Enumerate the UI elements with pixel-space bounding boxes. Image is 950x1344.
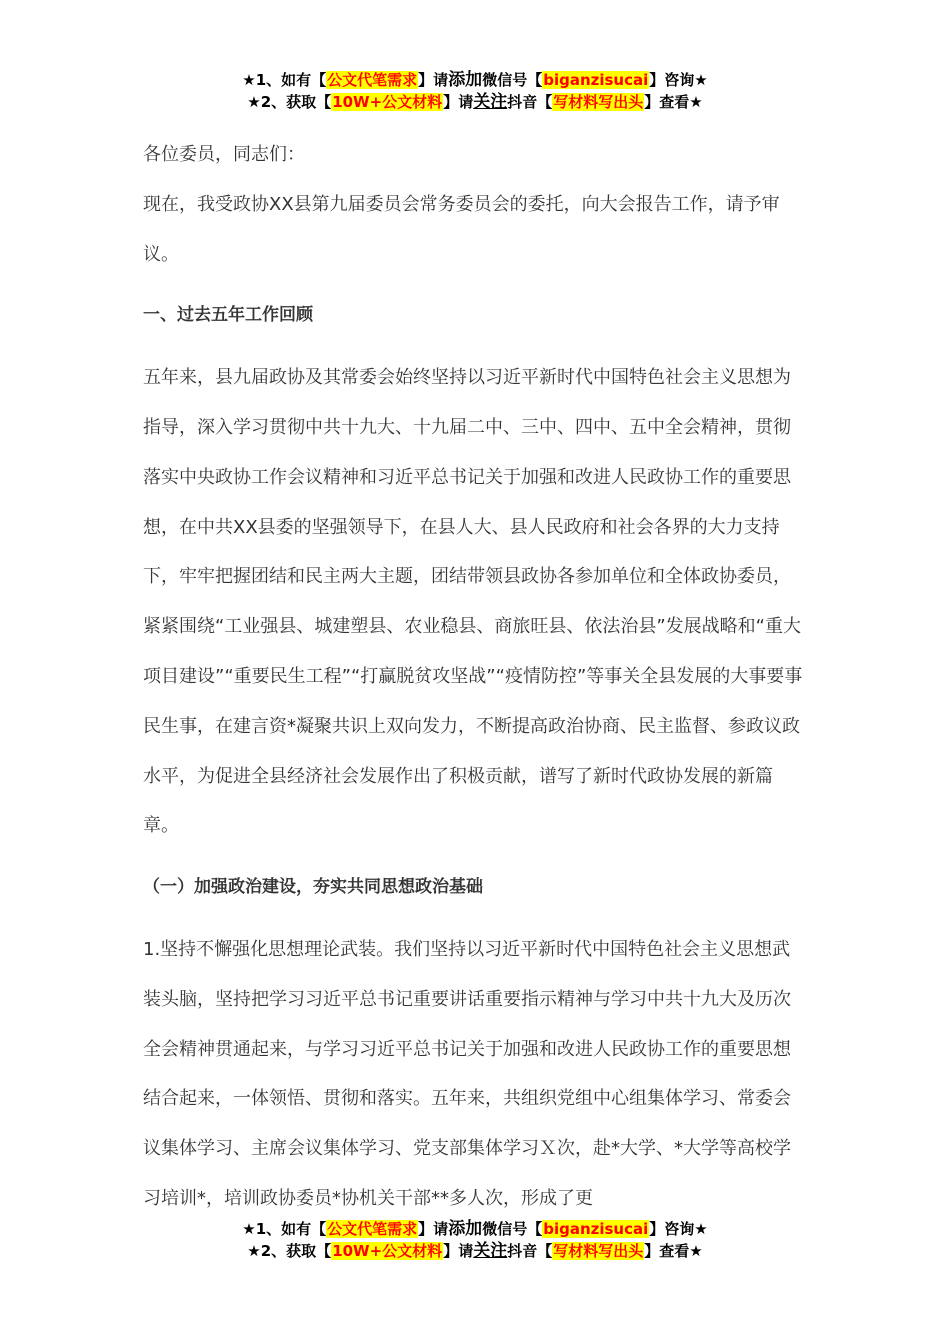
document-body xyxy=(143,130,808,1224)
highlight-service: 公文代笔需求 xyxy=(327,71,418,89)
highlight-wechat-id: biganzisucai xyxy=(543,71,649,89)
banner-line-1: ★1、如有【公文代笔需求】请添加微信号【biganzisucai】咨询★ xyxy=(242,1219,708,1239)
section-heading: 一、过去五年工作回顾 xyxy=(143,305,313,326)
highlight-materials: 10W+公文材料 xyxy=(332,93,443,111)
intro-paragraph: 现在，我受政协XX县第九届委员会常务委员会的委托，向大会报告工作，请予审议。 xyxy=(143,193,780,265)
banner-line-1: ★1、如有【公文代笔需求】请添加微信号【biganzisucai】咨询★ xyxy=(242,70,708,90)
item-paragraph: 1.坚持不懈强化思想理论武装。我们坚持以习近平新时代中国特色社会主义思想武装头脑，坚持把学习习近平总书记重要讲话重要指示精神与学习中共十九大及历次全会精神贯通起来，与学习习近平总书记关于加强和改进人民政协工作的重要思想结合起来，一体领悟、贯彻和落实。五年来，共组织党组中心组集体学习、常委会议集体学习、主席会议集体学习、党支部集体学习Ｘ次，赴*大学、*大学等高校学习培训*，培训政协委员*协机关干部**多人次，形成了更 xyxy=(143,938,791,1209)
banner-line-2: ★2、获取【10W+公文材料】请关注抖音【写材料写出头】查看★ xyxy=(247,1241,703,1261)
highlight-douyin-id: 写材料写出头 xyxy=(553,93,644,111)
highlight-douyin-id: 写材料写出头 xyxy=(553,1242,644,1260)
highlight-materials: 10W+公文材料 xyxy=(332,1242,443,1260)
footer-banner xyxy=(0,1218,950,1262)
salutation: 各位委员，同志们： xyxy=(143,144,305,165)
header-banner xyxy=(0,69,950,113)
subsection-heading: （一）加强政治建设，夯实共同思想政治基础 xyxy=(143,877,483,898)
highlight-service: 公文代笔需求 xyxy=(327,1220,418,1238)
banner-line-2: ★2、获取【10W+公文材料】请关注抖音【写材料写出头】查看★ xyxy=(247,92,703,112)
highlight-wechat-id: biganzisucai xyxy=(543,1220,649,1238)
section-paragraph: 五年来，县九届政协及其常委会始终坚持以习近平新时代中国特色社会主义思想为指导，深入学习贯彻中共十九大、十九届二中、三中、四中、五中全会精神，贯彻落实中央政协工作会议精神和习近平总书记关于加强和改进人民政协工作的重要思想，在中共XX县委的坚强领导下，在县人大、县人民政府和社会各界的大力支持下，牢牢把握团结和民主两大主题，团结带领县政协各参加单位和全体政协委员，紧紧围绕“工业强县、城建塑县、农业稳县、商旅旺县、依法治县”发展战略和“重大项目建设”“重要民生工程”“打赢脱贫攻坚战”“疫情防控”等事关全县发展的大事要事民生事，在建言资*凝聚共识上双向发力，不断提高政治协商、民主监督、参政议政水平，为促进全县经济社会发展作出了积极贡献，谱写了新时代政协发展的新篇章。 xyxy=(143,367,803,837)
